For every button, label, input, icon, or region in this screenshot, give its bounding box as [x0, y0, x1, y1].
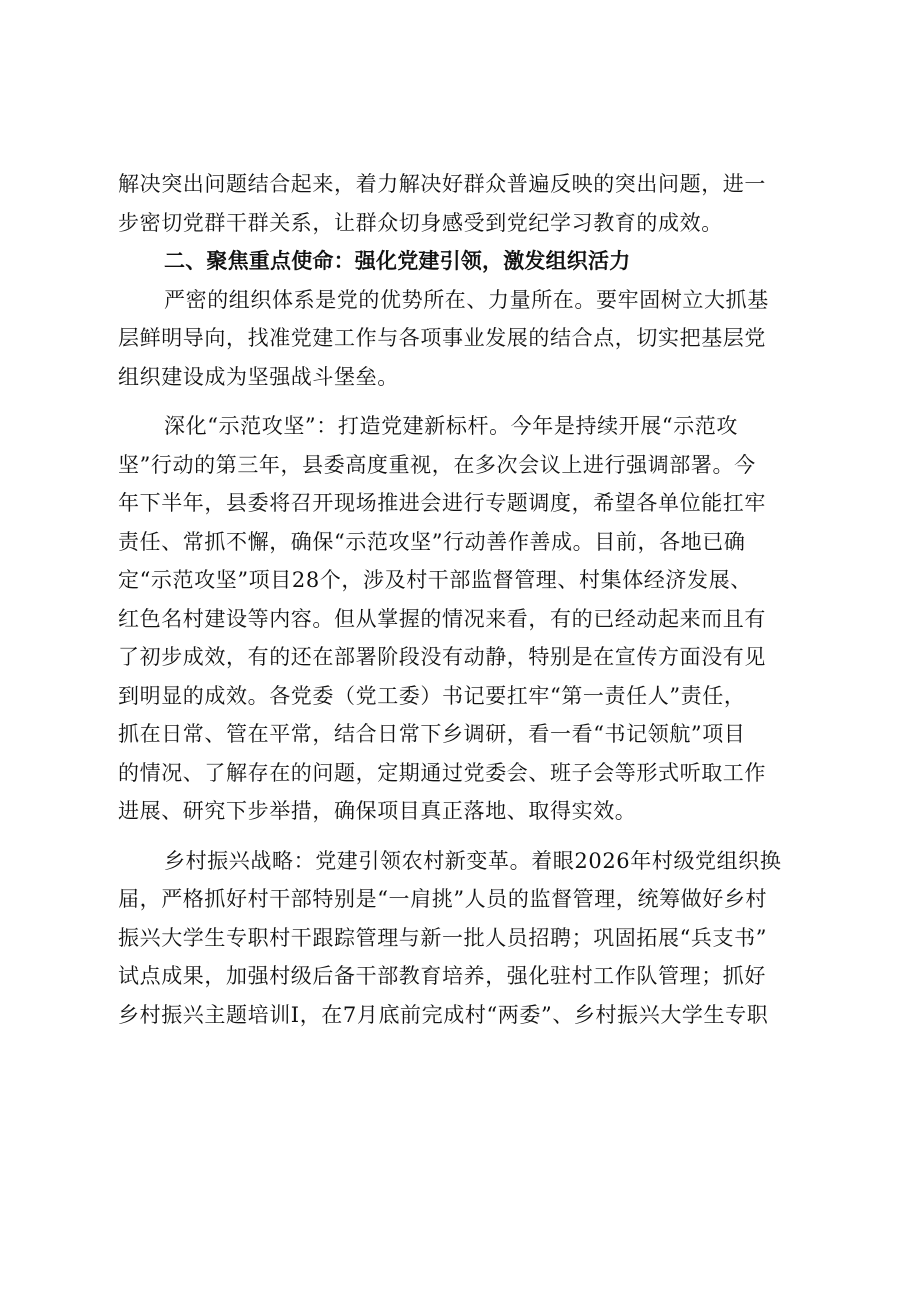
text-line: 的情况、了解存在的问题，定期通过党委会、班子会等形式听取工作	[118, 760, 766, 785]
text-line: 试点成果，加强村级后备干部教育培养，强化驻村工作队管理；抓好	[118, 964, 766, 988]
text-line: 坚”行动的第三年，县委高度重视，在多次会议上进行强调部署。今	[118, 452, 756, 477]
text-line: 抓在日常、管在平常，结合日常下乡调研，看一看“书记领航”项目	[118, 722, 746, 746]
text-line: 责任、常抓不懈，确保“示范攻坚”行动善作善成。目前，各地已确	[118, 529, 746, 554]
text-line: 红色名村建设等内容。但从掌握的情况来看，有的已经动起来而且有	[118, 606, 766, 631]
text-line: 乡村振兴战略：党建引领农村新变革。着眼2026年村级党组织换	[164, 848, 782, 873]
text-line: 步密切党群干群关系，让群众切身感受到党纪学习教育的成效。	[118, 210, 723, 235]
text-line: 到明显的成效。各党委（党工委）书记要扛牢“第一责任人”责任，	[118, 683, 746, 708]
text-line: 振兴大学生专职村干跟踪管理与新一批人员招聘；巩固拓展“兵支书”	[118, 925, 768, 950]
paragraph-spacer	[118, 831, 818, 842]
paragraph-4	[118, 842, 818, 1035]
text-line: 严密的组织体系是党的优势所在、力量所在。要牢固树立大抓基	[164, 287, 769, 312]
section-heading	[118, 242, 818, 281]
text-line: 解决突出问题结合起来，着力解决好群众普遍反映的突出问题，进一	[118, 172, 766, 196]
text-line: 届，严格抓好村干部特别是“一肩挑”人员的监督管理，统筹做好乡村	[118, 887, 768, 911]
text-line: 了初步成效，有的还在部署阶段没有动静，特别是在宣传方面没有见	[118, 645, 766, 669]
text-line: 年下半年，县委将召开现场推进会进行专题调度，希望各单位能扛牢	[118, 491, 766, 515]
document-body	[118, 165, 818, 1034]
paragraph-2	[118, 281, 818, 397]
text-line: 定“示范攻坚”项目28个，涉及村干部监督管理、村集体经济发展、	[118, 568, 752, 592]
text-line: 乡村振兴主题培训I，在7月底前完成村“两委”、乡村振兴大学生专职	[118, 1002, 769, 1027]
text-line: 进展、研究下步举措，确保项目真正落地、取得实效。	[118, 799, 637, 823]
heading-2: 二、聚焦重点使命：强化党建引领，激发组织活力	[164, 249, 631, 273]
paragraph-1	[118, 165, 818, 242]
paragraph-3	[118, 407, 818, 831]
text-line: 深化“示范攻坚”：打造党建新标杆。今年是持续开展“示范攻	[164, 414, 739, 438]
text-line: 组织建设成为坚强战斗堡垒。	[118, 364, 399, 389]
paragraph-spacer	[118, 396, 818, 407]
text-line: 层鲜明导向，找准党建工作与各项事业发展的结合点，切实把基层党	[118, 326, 766, 350]
